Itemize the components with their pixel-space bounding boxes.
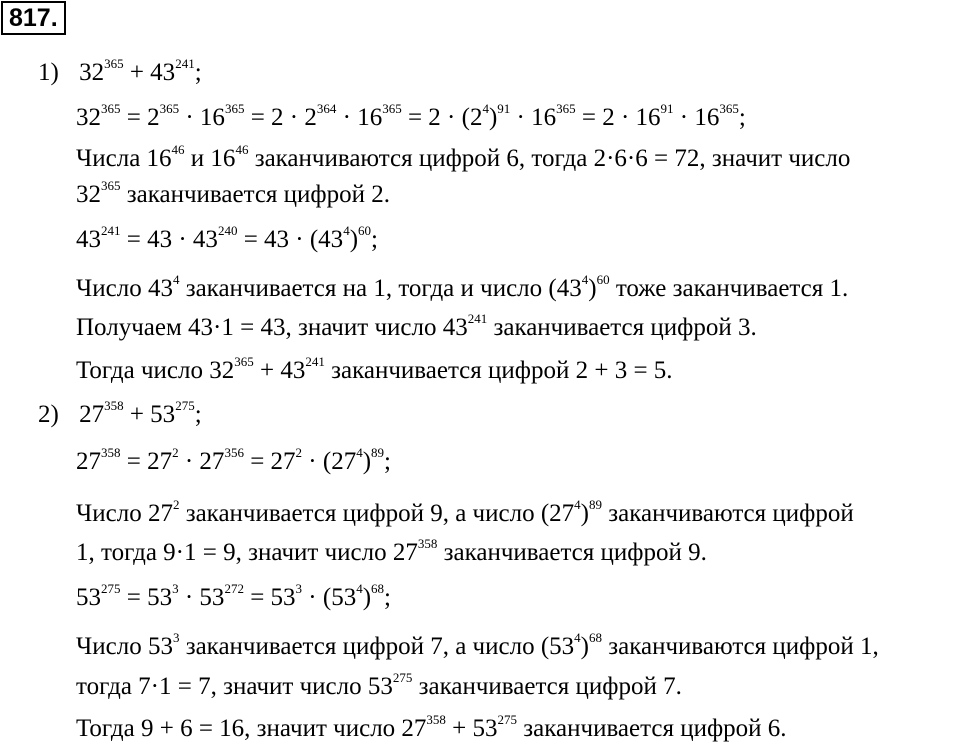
- part2-conclusion: Тогда 9 + 6 = 16, значит число $27^{358} + 53^{275}$ заканчивается цифрой 6.: [76, 712, 787, 742]
- part1-label: 1): [38, 59, 59, 86]
- part2-text-1a: Число $27^2$ заканчивается цифрой 9, а число $(27^4)^{89}$ заканчиваются цифрой: [76, 497, 854, 527]
- part2-text-1b: 1, тогда 9·1 = 9, значит число $27^{358}$ заканчивается цифрой 9.: [76, 536, 707, 566]
- part2-heading: [38, 400, 202, 430]
- part2-expression: $27^{358} + 53^{275}$;: [79, 398, 202, 428]
- part1-equation-1: $32^{365} = 2^{365} \cdot 16^{365} = 2 \cdot 2^{364} \cdot 16^{365} = 2 \cdot (2^4)^{91} \cdot 16^{365} = 2 \cdot 16^{91} \cdot 16^{365}$;: [76, 101, 746, 131]
- part1-heading: [38, 58, 202, 88]
- part1-text-2b: Получаем 43·1 = 43, значит число $43^{241}$ заканчивается цифрой 3.: [76, 311, 757, 341]
- part1-expression: $32^{365} + 43^{241}$;: [79, 56, 202, 86]
- part2-text-2a: Число $53^3$ заканчивается цифрой 7, а число $(53^4)^{68}$ заканчиваются цифрой 1,: [76, 630, 879, 660]
- part1-conclusion: Тогда число $32^{365} + 43^{241}$ заканчивается цифрой 2 + 3 = 5.: [76, 354, 673, 384]
- part2-equation-1: $27^{358} = 27^2 \cdot 27^{356} = 27^2 \cdot (27^4)^{89}$;: [76, 445, 391, 475]
- problem-number: 817.: [1, 1, 66, 35]
- part1-text-1b: $32^{365}$ заканчивается цифрой 2.: [76, 178, 390, 208]
- part1-text-2a: Число $43^4$ заканчивается на 1, тогда и число $(43^4)^{60}$ тоже заканчивается 1.: [76, 272, 849, 302]
- part1-equation-2: $43^{241} = 43 \cdot 43^{240} = 43 \cdot (43^4)^{60}$;: [76, 223, 378, 253]
- part2-equation-2: $53^{275} = 53^3 \cdot 53^{272} = 53^3 \cdot (53^4)^{68}$;: [76, 581, 391, 611]
- part1-text-1a: Числа $16^{46}$ и $16^{46}$ заканчиваются цифрой 6, тогда 2·6·6 = 72, значит число: [76, 142, 851, 172]
- part2-text-2b: тогда 7·1 = 7, значит число $53^{275}$ заканчивается цифрой 7.: [76, 670, 682, 700]
- part2-label: 2): [38, 401, 59, 428]
